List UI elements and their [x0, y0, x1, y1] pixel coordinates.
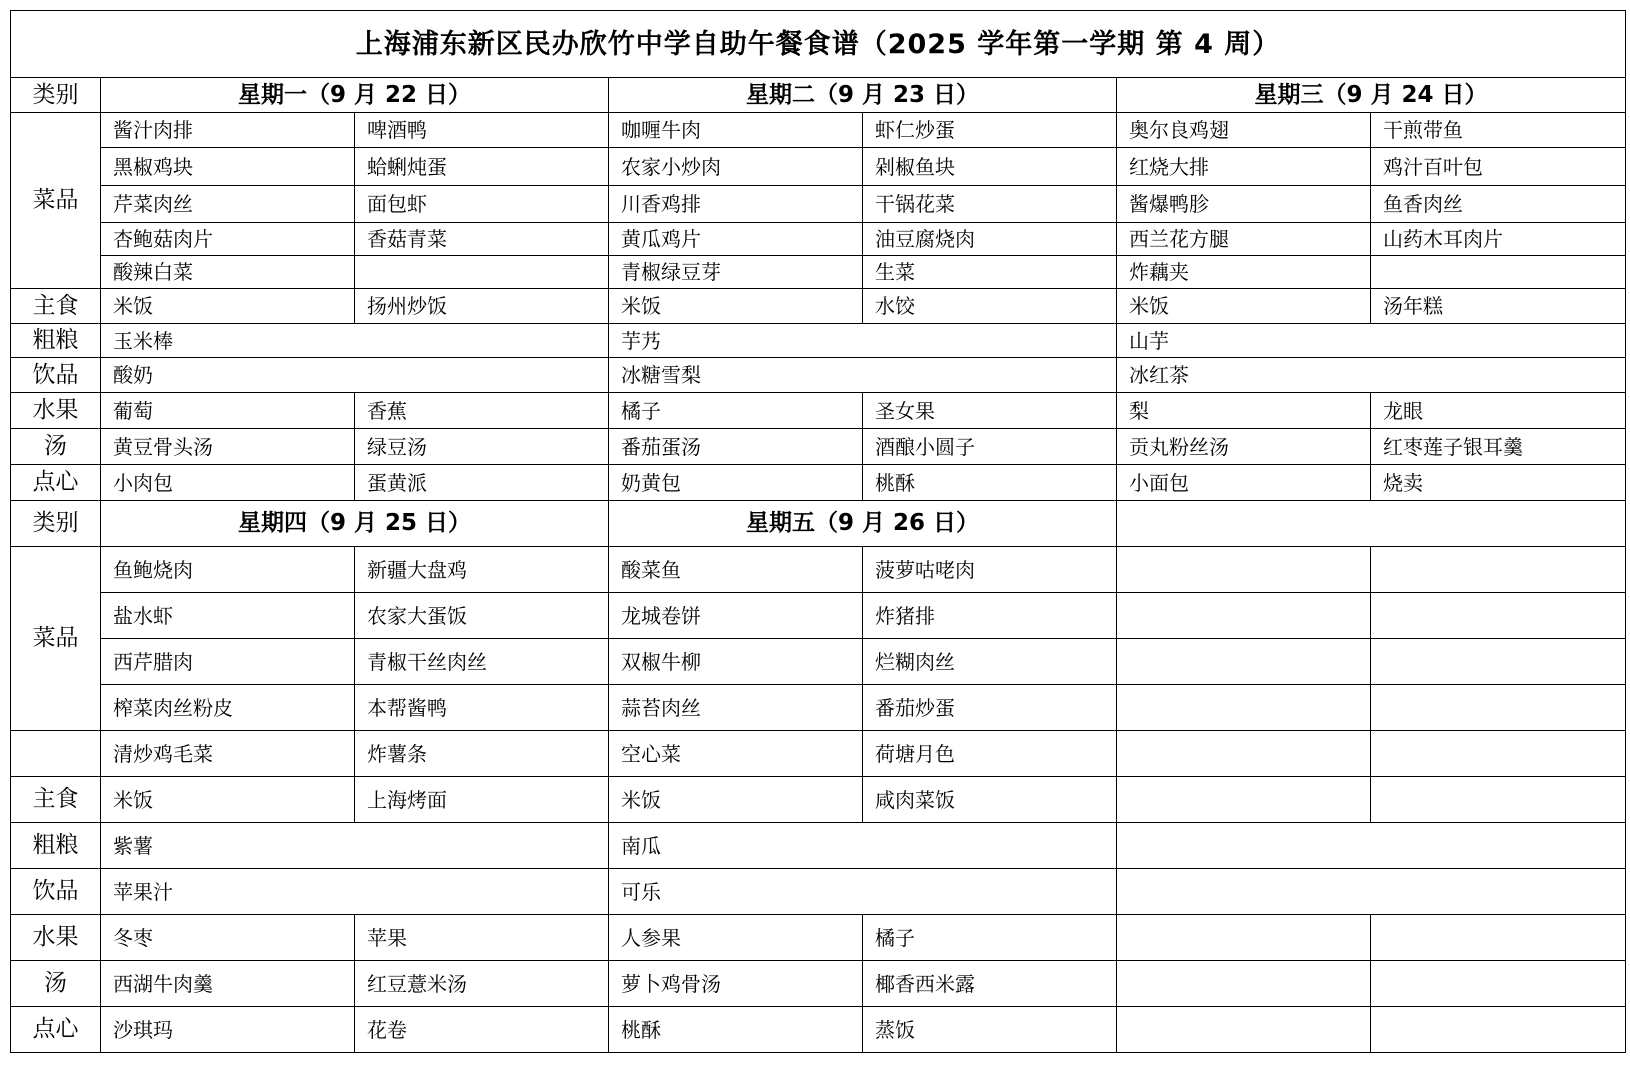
coarse-grain-row [11, 324, 1626, 358]
menu-cell: 油豆腐烧肉 [863, 223, 1117, 256]
empty-cell [1117, 823, 1626, 869]
menu-cell: 青椒绿豆芽 [609, 256, 863, 289]
menu-cell: 面包虾 [355, 186, 609, 223]
menu-cell: 本帮酱鸭 [355, 685, 609, 731]
week1-header-row [11, 78, 1626, 113]
menu-cell: 红烧大排 [1117, 148, 1371, 186]
menu-cell: 绿豆汤 [355, 429, 609, 465]
empty-cell [1117, 777, 1371, 823]
menu-cell: 农家大蛋饭 [355, 593, 609, 639]
category-drink: 饮品 [11, 869, 101, 915]
menu-cell: 蒸饭 [863, 1007, 1117, 1053]
empty-cell [1117, 961, 1371, 1007]
menu-cell: 杏鲍菇肉片 [101, 223, 355, 256]
category-snack: 点心 [11, 1007, 101, 1053]
menu-cell: 烧卖 [1371, 465, 1626, 501]
menu-cell: 咖喱牛肉 [609, 113, 863, 148]
menu-cell: 青椒干丝肉丝 [355, 639, 609, 685]
menu-cell: 奶黄包 [609, 465, 863, 501]
menu-cell: 橘子 [609, 393, 863, 429]
menu-cell: 香菇青菜 [355, 223, 609, 256]
menu-cell: 新疆大盘鸡 [355, 547, 609, 593]
menu-cell: 米饭 [101, 289, 355, 324]
menu-cell: 农家小炒肉 [609, 148, 863, 186]
dishes-row [11, 547, 1626, 593]
menu-cell [1371, 256, 1626, 289]
dishes-row [11, 148, 1626, 186]
menu-cell: 葡萄 [101, 393, 355, 429]
category-snack: 点心 [11, 465, 101, 501]
empty-cell [1371, 1007, 1626, 1053]
empty-cell [1371, 593, 1626, 639]
snack-row [11, 465, 1626, 501]
menu-cell: 人参果 [609, 915, 863, 961]
menu-cell: 龙城卷饼 [609, 593, 863, 639]
menu-cell: 蛋黄派 [355, 465, 609, 501]
menu-cell: 空心菜 [609, 731, 863, 777]
menu-cell: 桃酥 [863, 465, 1117, 501]
empty-cell [1371, 639, 1626, 685]
empty-cell [1117, 547, 1371, 593]
category-header: 类别 [11, 78, 101, 113]
menu-cell: 扬州炒饭 [355, 289, 609, 324]
menu-cell: 虾仁炒蛋 [863, 113, 1117, 148]
menu-cell: 西湖牛肉羹 [101, 961, 355, 1007]
menu-cell: 龙眼 [1371, 393, 1626, 429]
menu-cell: 米饭 [609, 777, 863, 823]
menu-cell: 上海烤面 [355, 777, 609, 823]
menu-cell: 番茄蛋汤 [609, 429, 863, 465]
menu-cell: 花卷 [355, 1007, 609, 1053]
day-header-tuesday: 星期二（9 月 23 日） [609, 78, 1117, 113]
category-soup: 汤 [11, 961, 101, 1007]
dishes-row [11, 593, 1626, 639]
empty-cell [1371, 915, 1626, 961]
category-drink: 饮品 [11, 358, 101, 393]
menu-cell: 椰香西米露 [863, 961, 1117, 1007]
menu-cell: 生菜 [863, 256, 1117, 289]
empty-cell [1371, 731, 1626, 777]
menu-cell: 冰糖雪梨 [609, 358, 1117, 393]
menu-cell: 红枣莲子银耳羹 [1371, 429, 1626, 465]
menu-cell: 芹菜肉丝 [101, 186, 355, 223]
menu-cell [355, 256, 609, 289]
menu-cell: 盐水虾 [101, 593, 355, 639]
category-coarse-grain: 粗粮 [11, 823, 101, 869]
category-fruit: 水果 [11, 393, 101, 429]
menu-cell: 鸡汁百叶包 [1371, 148, 1626, 186]
menu-cell: 酸菜鱼 [609, 547, 863, 593]
menu-cell: 圣女果 [863, 393, 1117, 429]
menu-cell: 苹果 [355, 915, 609, 961]
menu-cell: 桃酥 [609, 1007, 863, 1053]
menu-cell: 米饭 [101, 777, 355, 823]
category-staple: 主食 [11, 777, 101, 823]
menu-cell: 水饺 [863, 289, 1117, 324]
menu-cell: 黄瓜鸡片 [609, 223, 863, 256]
menu-cell: 酒酿小圆子 [863, 429, 1117, 465]
soup-row [11, 429, 1626, 465]
snack-row [11, 1007, 1626, 1053]
dishes-row [11, 186, 1626, 223]
day-header-friday: 星期五（9 月 26 日） [609, 501, 1117, 547]
category-staple: 主食 [11, 289, 101, 324]
empty-cell [1117, 593, 1371, 639]
menu-cell: 紫薯 [101, 823, 609, 869]
menu-cell: 蛤蜊炖蛋 [355, 148, 609, 186]
menu-cell: 酸奶 [101, 358, 609, 393]
day-header-thursday: 星期四（9 月 25 日） [101, 501, 609, 547]
menu-cell: 西芹腊肉 [101, 639, 355, 685]
dishes-row [11, 731, 1626, 777]
menu-cell: 橘子 [863, 915, 1117, 961]
category-fruit: 水果 [11, 915, 101, 961]
empty-cell [1117, 731, 1371, 777]
menu-cell: 贡丸粉丝汤 [1117, 429, 1371, 465]
menu-cell: 冰红茶 [1117, 358, 1626, 393]
menu-cell: 鱼鲍烧肉 [101, 547, 355, 593]
menu-cell: 蒜苔肉丝 [609, 685, 863, 731]
day-header-monday: 星期一（9 月 22 日） [101, 78, 609, 113]
category-cell [11, 731, 101, 777]
dishes-row [11, 113, 1626, 148]
menu-cell: 汤年糕 [1371, 289, 1626, 324]
staple-row [11, 777, 1626, 823]
menu-cell: 米饭 [1117, 289, 1371, 324]
soup-row [11, 961, 1626, 1007]
menu-cell: 黄豆骨头汤 [101, 429, 355, 465]
menu-cell: 剁椒鱼块 [863, 148, 1117, 186]
category-coarse-grain: 粗粮 [11, 324, 101, 358]
menu-cell: 啤酒鸭 [355, 113, 609, 148]
empty-cell [1117, 685, 1371, 731]
category-header: 类别 [11, 501, 101, 547]
menu-cell: 干锅花菜 [863, 186, 1117, 223]
empty-cell [1371, 547, 1626, 593]
menu-cell: 山芋 [1117, 324, 1626, 358]
menu-cell: 冬枣 [101, 915, 355, 961]
menu-cell: 双椒牛柳 [609, 639, 863, 685]
menu-cell: 番茄炒蛋 [863, 685, 1117, 731]
empty-cell [1117, 639, 1371, 685]
empty-cell [1117, 915, 1371, 961]
empty-cell [1371, 777, 1626, 823]
menu-cell: 南瓜 [609, 823, 1117, 869]
week2-header-row [11, 501, 1626, 547]
menu-cell: 菠萝咕咾肉 [863, 547, 1117, 593]
menu-cell: 炸猪排 [863, 593, 1117, 639]
menu-cell: 香蕉 [355, 393, 609, 429]
title-row [11, 11, 1626, 78]
menu-cell: 炸藕夹 [1117, 256, 1371, 289]
dishes-row [11, 223, 1626, 256]
menu-cell: 酱汁肉排 [101, 113, 355, 148]
menu-cell: 鱼香肉丝 [1371, 186, 1626, 223]
menu-cell: 苹果汁 [101, 869, 609, 915]
empty-cell [1117, 1007, 1371, 1053]
category-dishes: 菜品 [11, 547, 101, 731]
menu-cell: 米饭 [609, 289, 863, 324]
lunch-menu-table [10, 10, 1626, 1053]
category-soup: 汤 [11, 429, 101, 465]
menu-cell: 山药木耳肉片 [1371, 223, 1626, 256]
menu-cell: 酸辣白菜 [101, 256, 355, 289]
menu-title: 上海浦东新区民办欣竹中学自助午餐食谱（2025 学年第一学期 第 4 周） [11, 11, 1626, 78]
menu-cell: 榨菜肉丝粉皮 [101, 685, 355, 731]
menu-cell: 沙琪玛 [101, 1007, 355, 1053]
menu-cell: 玉米棒 [101, 324, 609, 358]
drink-row [11, 358, 1626, 393]
menu-cell: 芋艿 [609, 324, 1117, 358]
dishes-row [11, 256, 1626, 289]
day-header-wednesday: 星期三（9 月 24 日） [1117, 78, 1626, 113]
menu-cell: 酱爆鸭胗 [1117, 186, 1371, 223]
menu-cell: 炸薯条 [355, 731, 609, 777]
menu-cell: 小肉包 [101, 465, 355, 501]
menu-cell: 烂糊肉丝 [863, 639, 1117, 685]
category-dishes: 菜品 [11, 113, 101, 289]
menu-cell: 红豆薏米汤 [355, 961, 609, 1007]
menu-cell: 萝卜鸡骨汤 [609, 961, 863, 1007]
menu-cell: 西兰花方腿 [1117, 223, 1371, 256]
dishes-row [11, 639, 1626, 685]
menu-cell: 川香鸡排 [609, 186, 863, 223]
empty-cell [1117, 869, 1626, 915]
menu-cell: 干煎带鱼 [1371, 113, 1626, 148]
empty-cell [1371, 685, 1626, 731]
drink-row [11, 869, 1626, 915]
menu-cell: 荷塘月色 [863, 731, 1117, 777]
staple-row [11, 289, 1626, 324]
menu-cell: 咸肉菜饭 [863, 777, 1117, 823]
menu-cell: 梨 [1117, 393, 1371, 429]
fruit-row [11, 393, 1626, 429]
menu-cell: 清炒鸡毛菜 [101, 731, 355, 777]
dishes-row [11, 685, 1626, 731]
empty-cell [1371, 961, 1626, 1007]
menu-cell: 黑椒鸡块 [101, 148, 355, 186]
menu-cell: 奥尔良鸡翅 [1117, 113, 1371, 148]
fruit-row [11, 915, 1626, 961]
coarse-grain-row [11, 823, 1626, 869]
menu-cell: 可乐 [609, 869, 1117, 915]
empty-cell [1117, 501, 1626, 547]
menu-cell: 小面包 [1117, 465, 1371, 501]
